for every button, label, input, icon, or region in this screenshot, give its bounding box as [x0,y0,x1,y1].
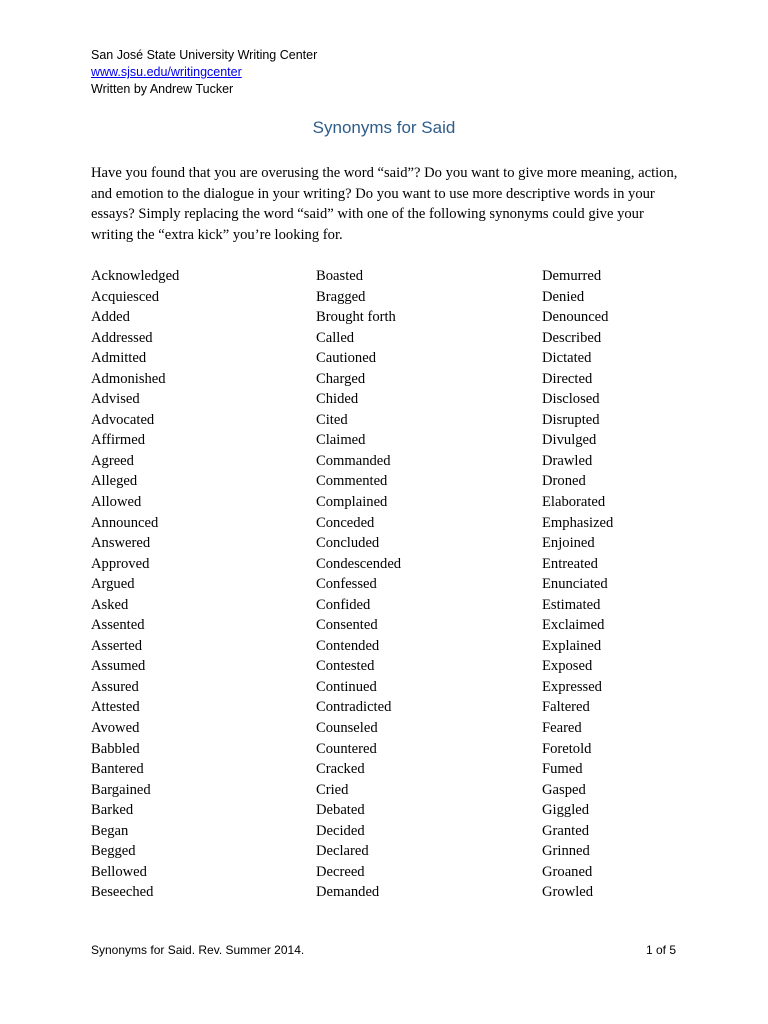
synonym-word: Exposed [542,658,593,675]
page-title: Synonyms for Said [312,118,456,137]
synonym-word: Claimed [316,432,366,449]
synonym-word: Brought forth [316,309,396,326]
synonym-word: Gasped [542,781,586,798]
synonym-column-3 [542,266,742,903]
synonym-word: Allowed [91,494,142,511]
synonym-column-2 [316,266,516,903]
writing-center-link[interactable]: www.sjsu.edu/writingcenter [91,65,242,79]
synonym-word: Begged [91,843,136,860]
synonym-word: Cautioned [316,350,376,367]
synonym-word: Bargained [91,781,151,798]
synonym-word: Confessed [316,576,377,593]
synonym-word: Commented [316,473,388,490]
org-name: San José State University Writing Center [91,48,318,62]
synonym-word: Chided [316,391,359,408]
synonym-word: Decided [316,822,365,839]
synonym-word: Added [91,309,130,326]
synonym-word: Advised [91,391,140,408]
synonym-word: Argued [91,576,135,593]
synonym-word: Cried [316,781,349,798]
synonym-word: Alleged [91,473,138,490]
intro-text: Have you found that you are overusing the word “said”? Do you want to give more meaning, action, and emotion to the dialogue in your writing? Do you want to use more descriptive words in your essays? Simply replacing the word “said” with one of the following synonyms could give your writing the “extra kick” you’re looking for. [91,165,678,243]
header [91,47,317,98]
synonym-word: Declared [316,843,369,860]
synonym-word: Addressed [91,329,153,346]
synonym-word: Fumed [542,761,583,778]
synonym-word: Asked [91,596,129,613]
intro-paragraph [91,163,681,245]
synonym-word: Demurred [542,268,602,284]
synonym-word: Babbled [91,740,140,757]
synonym-word: Announced [91,514,159,531]
synonym-word: Disrupted [542,411,600,428]
synonym-word: Countered [316,740,377,757]
synonym-word: Admitted [91,350,147,367]
author-line: Written by Andrew Tucker [91,82,234,96]
synonym-word: Disclosed [542,391,600,408]
synonym-word: Continued [316,678,377,695]
synonym-word: Consented [316,617,378,634]
synonym-word: Foretold [542,740,592,757]
synonym-word: Attested [91,699,140,716]
synonym-word: Admonished [91,370,166,387]
synonym-word: Bragged [316,288,366,305]
synonym-word: Faltered [542,699,590,716]
synonym-word: Grinned [542,843,590,860]
synonym-word: Assured [91,678,139,695]
synonym-word: Approved [91,555,150,572]
synonym-word: Estimated [542,596,601,613]
synonym-word: Cracked [316,761,365,778]
synonym-word: Complained [316,494,388,511]
footer-title: Synonyms for Said. Rev. Summer 2014. [91,943,305,957]
synonym-word: Enunciated [542,576,608,593]
synonym-word: Expressed [542,678,602,695]
synonym-word: Denied [542,288,585,305]
synonym-word: Explained [542,637,602,654]
synonym-word: Enjoined [542,535,595,552]
synonym-column-1 [91,266,291,903]
synonym-word: Agreed [91,452,134,469]
synonym-word: Groaned [542,863,593,880]
synonym-word: Boasted [316,268,364,284]
synonym-word: Contended [316,637,380,654]
synonym-word: Advocated [91,411,155,428]
synonym-word: Concluded [316,535,380,552]
synonym-word: Cited [316,411,348,428]
synonym-word: Bellowed [91,863,147,880]
synonym-word: Condescended [316,555,402,572]
synonym-word: Divulged [542,432,597,449]
synonym-word: Entreated [542,555,598,572]
synonym-word: Conceded [316,514,375,531]
synonym-word: Debated [316,802,365,819]
synonym-word: Described [542,329,602,346]
synonym-word: Called [316,329,355,346]
synonym-word: Giggled [542,802,590,819]
synonym-word: Elaborated [542,494,606,511]
synonym-word: Bantered [91,761,144,778]
synonym-word: Contested [316,658,375,675]
synonym-word: Growled [542,884,594,901]
synonym-word: Acquiesced [91,288,160,305]
synonym-word: Barked [91,802,134,819]
synonym-word: Affirmed [91,432,146,449]
synonym-word: Dictated [542,350,592,367]
synonym-word: Answered [91,535,151,552]
synonym-word: Asserted [91,637,143,654]
synonym-word: Commanded [316,452,391,469]
synonym-word: Began [91,822,129,839]
synonym-word: Directed [542,370,593,387]
synonym-word: Feared [542,720,582,737]
synonym-word: Avowed [91,720,140,737]
synonym-word: Decreed [316,863,365,880]
synonym-word: Granted [542,822,590,839]
synonym-word: Contradicted [316,699,392,716]
synonym-word: Droned [542,473,586,490]
synonym-word: Beseeched [91,884,154,901]
synonym-word: Demanded [316,884,380,901]
synonym-word: Assented [91,617,145,634]
synonym-word: Assumed [91,658,146,675]
page-number: 1 of 5 [646,943,677,957]
synonym-word: Acknowledged [91,268,180,284]
synonym-word: Denounced [542,309,609,326]
synonym-word: Exclaimed [542,617,605,634]
synonym-word: Confided [316,596,371,613]
synonym-word: Drawled [542,452,593,469]
synonym-word: Emphasized [542,514,614,531]
synonym-word: Counseled [316,720,378,737]
synonym-word: Charged [316,370,366,387]
